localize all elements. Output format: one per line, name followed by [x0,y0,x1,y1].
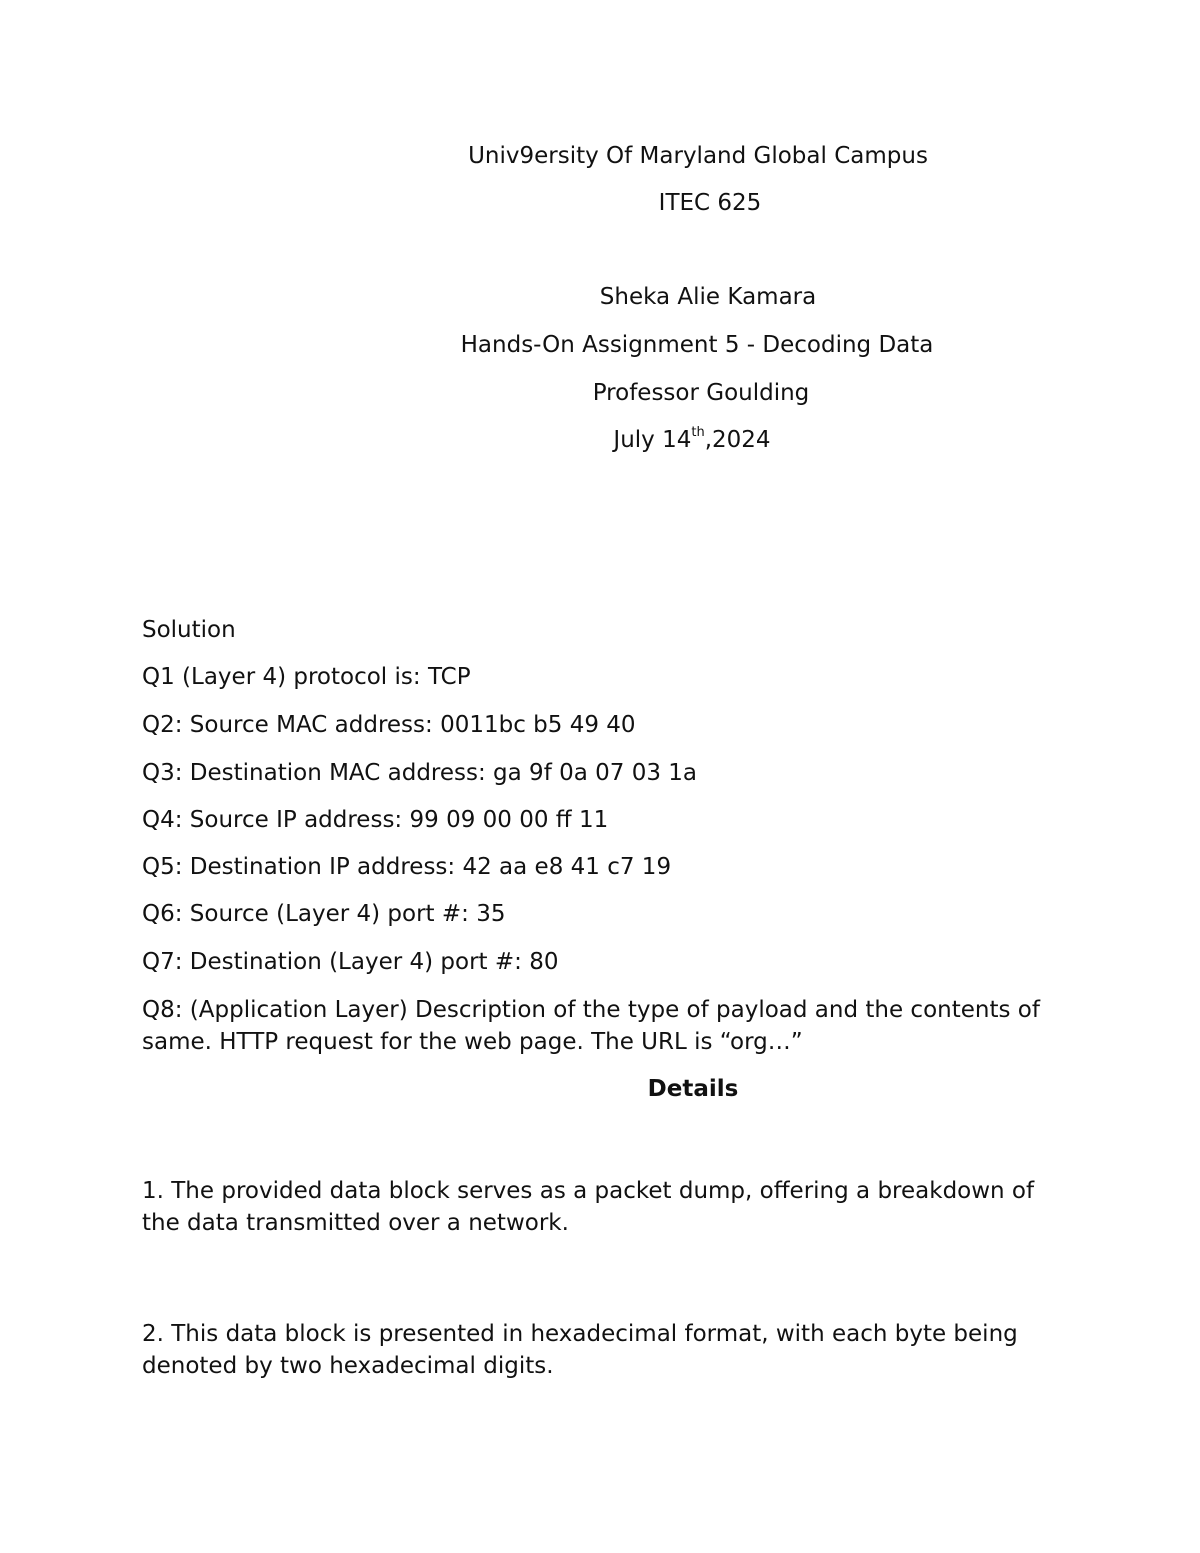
assignment-title: Hands-On Assignment 5 - Decoding Data [460,332,934,358]
details-heading: Details [647,1076,739,1102]
solution-heading: Solution [142,617,236,643]
answer-q4: Q4: Source IP address: 99 09 00 00 ff 11 [142,807,609,833]
date-suffix: ,2024 [704,427,771,453]
author-name: Sheka Alie Kamara [599,284,817,310]
answer-q6: Q6: Source (Layer 4) port #: 35 [142,901,506,927]
date [613,424,770,456]
answer-q5: Q5: Destination IP address: 42 aa e8 41 c7 19 [142,854,672,880]
answer-q7: Q7: Destination (Layer 4) port #: 80 [142,949,559,975]
answer-q8: Q8: (Application Layer) Description of the type of payload and the contents of same. HTTP request for the web page. The URL is “org…” [142,997,1040,1055]
date-superscript: th [691,425,705,441]
course-code: ITEC 625 [658,190,762,216]
university-name: Univ9ersity Of Maryland Global Campus [468,143,928,169]
date-prefix: July 14 [613,427,692,453]
details-item-2: 2. This data block is presented in hexadecimal format, with each byte being denoted by two hexadecimal digits. [142,1321,1018,1379]
professor-name: Professor Goulding [592,380,810,406]
answer-q1: Q1 (Layer 4) protocol is: TCP [142,664,471,690]
answer-q3: Q3: Destination MAC address: ga 9f 0a 07 03 1a [142,760,698,786]
answer-q2: Q2: Source MAC address: 0011bc b5 49 40 [142,712,636,738]
details-item-1: 1. The provided data block serves as a packet dump, offering a breakdown of the data transmitted over a network. [142,1178,1035,1236]
